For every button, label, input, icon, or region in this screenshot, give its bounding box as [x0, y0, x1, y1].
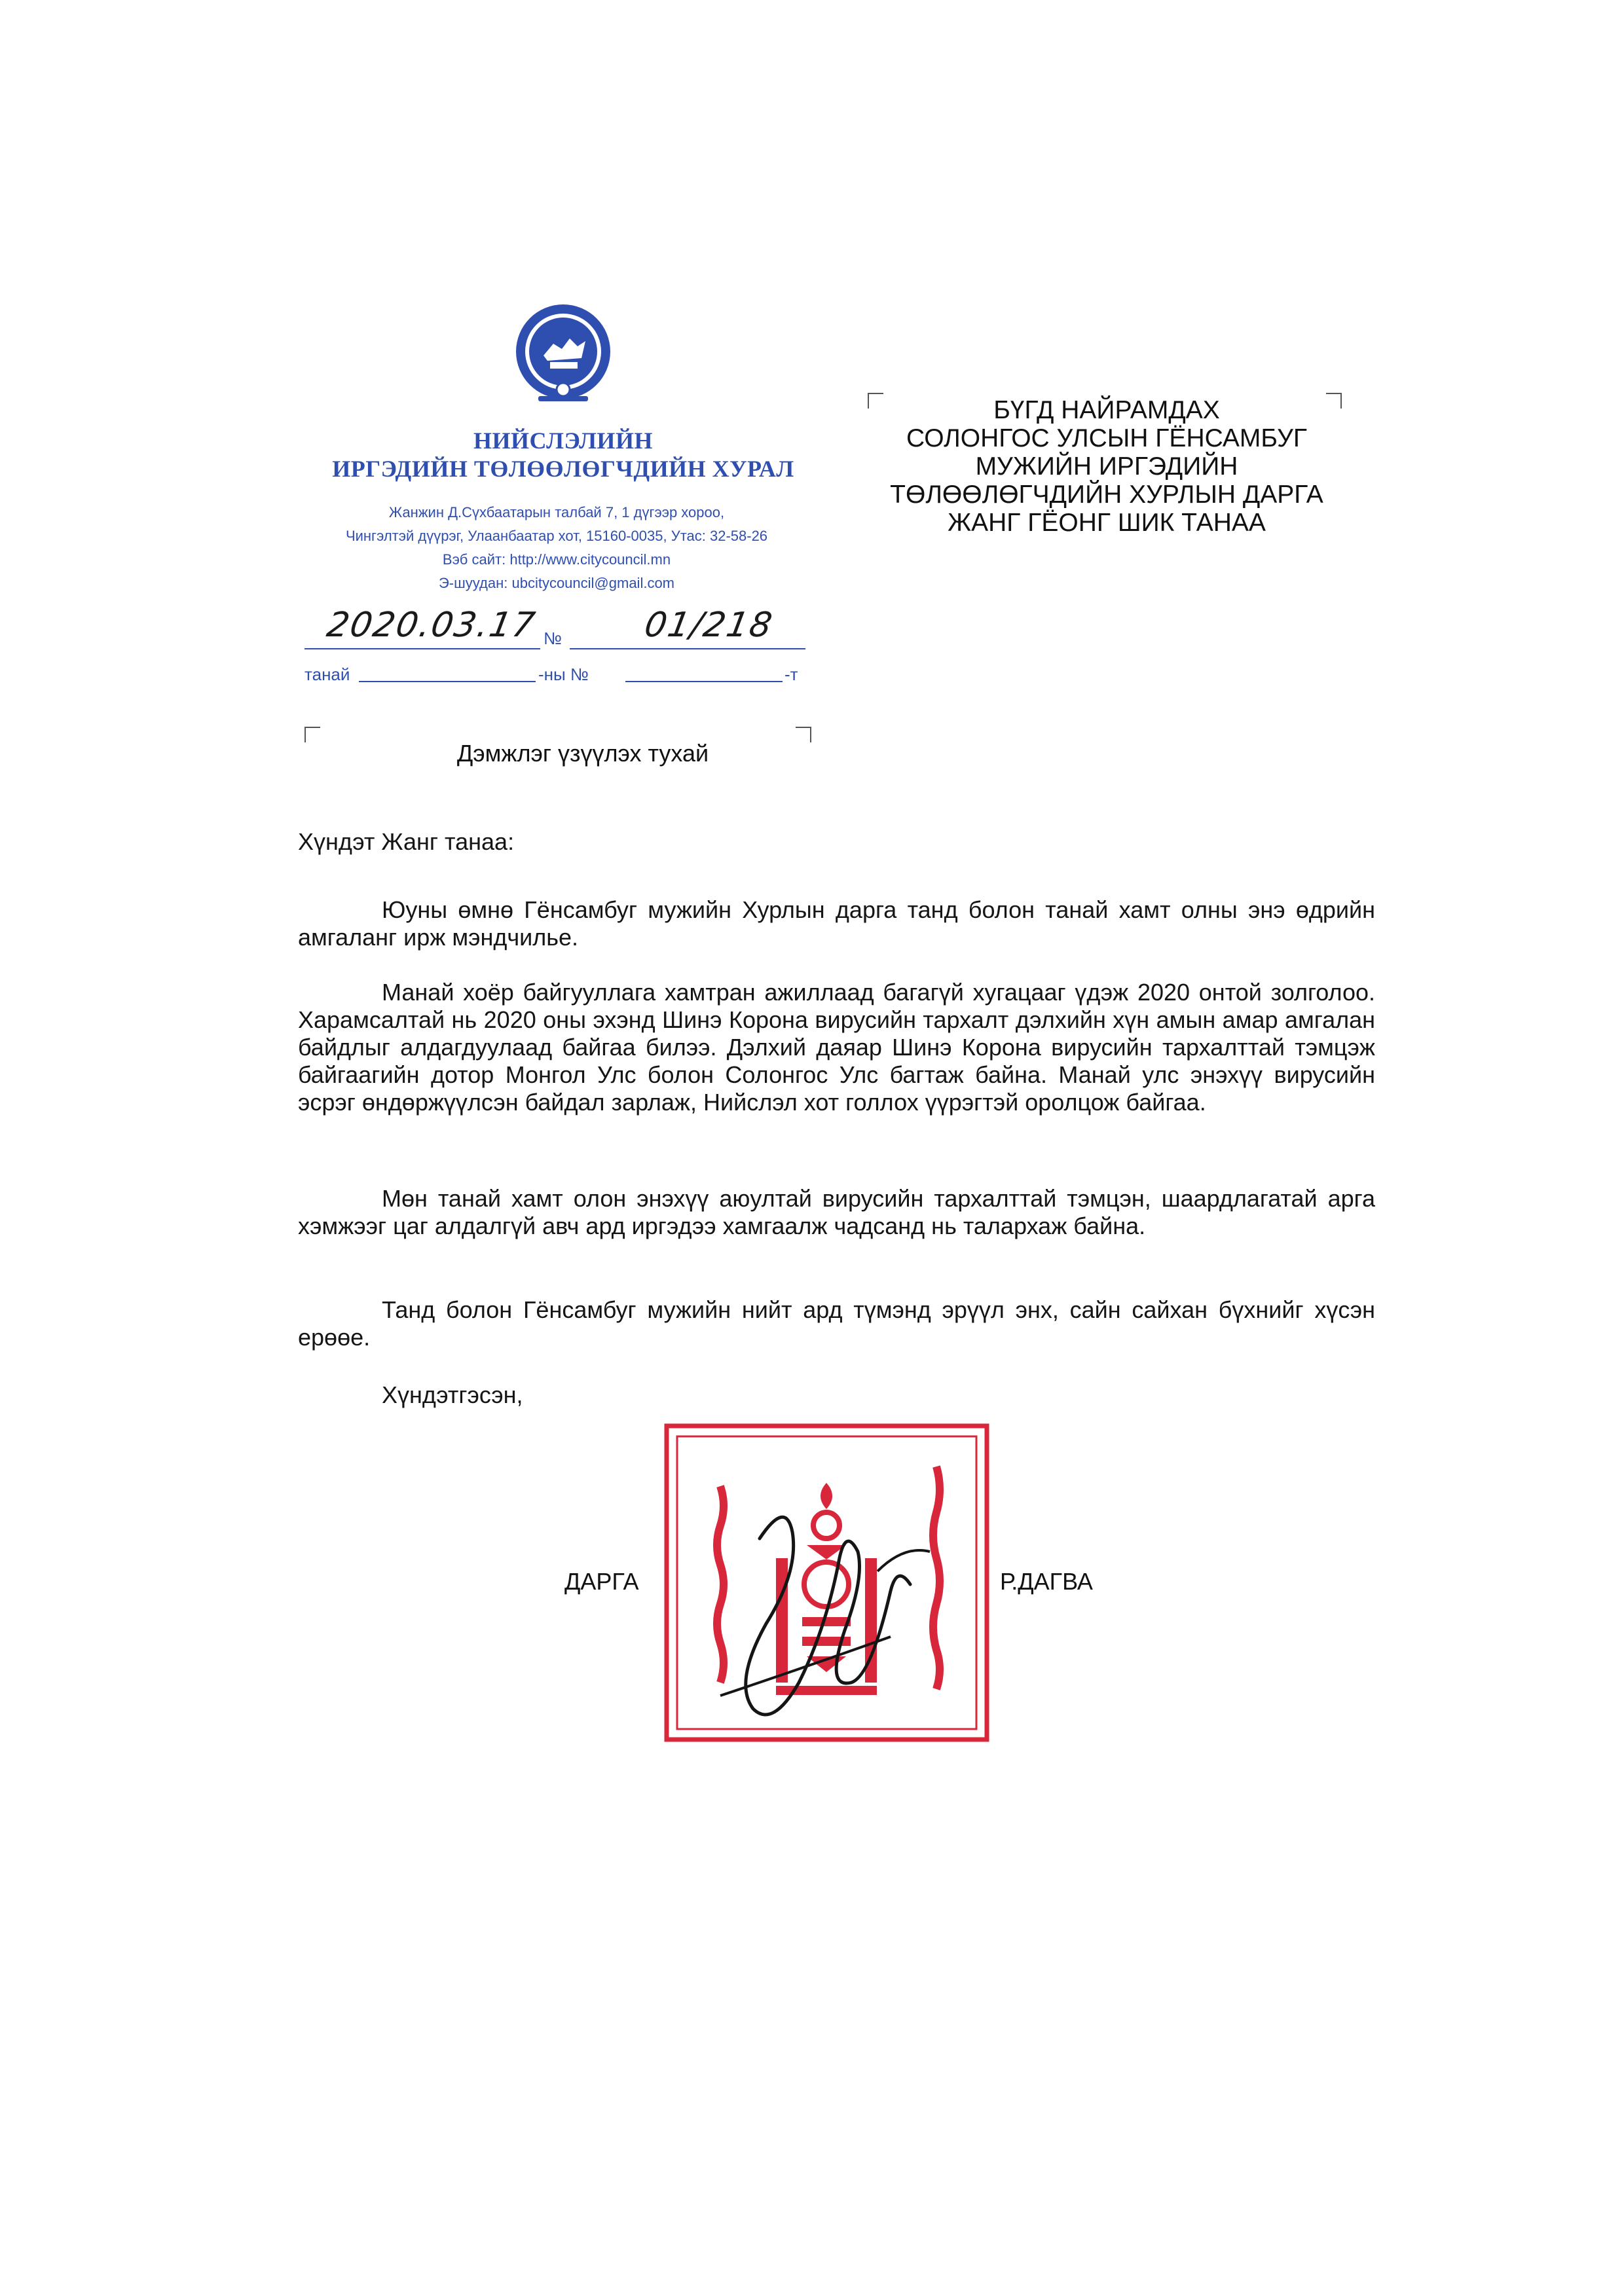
reference-number-blank — [625, 681, 783, 682]
addressee-line: БҮГД НАЙРАМДАХ — [993, 396, 1220, 424]
handwritten-signature-icon — [681, 1460, 1008, 1741]
reference-date-blank — [359, 681, 536, 682]
addressee-line: МУЖИЙН ИРГЭДИЙН — [975, 452, 1238, 481]
subject-corner-mark — [304, 727, 320, 742]
number-label: № — [544, 629, 562, 648]
website-text: Вэб сайт: http://www.citycouncil.mn — [442, 551, 671, 568]
org-name-line1: НИЙСЛЭЛИЙН — [473, 428, 653, 454]
date-underline — [304, 648, 540, 649]
mongolia-state-emblem-icon — [504, 298, 622, 409]
subject-line: Дэмжлэг үзүүлэх тухай — [456, 740, 709, 767]
closing-phrase: Хүндэтгэсэн, — [382, 1381, 523, 1408]
address-line2: Чингэлтэй дүүрэг, Улаанбаатар хот, 15160-0035, Утас: 32-58-26 — [345, 528, 768, 544]
addressee-line: ЖАНГ ГЁОНГ ШИК ТАНАА — [948, 509, 1266, 537]
signer-name: Р.ДАГВА — [1000, 1568, 1093, 1595]
addressee-line: ТӨЛӨӨЛӨГЧДИЙН ХУРЛЫН ДАРГА — [890, 481, 1323, 509]
body-paragraph: Мөн танай хамт олон энэхүү аюултай вирусийн тархалттай тэмцэн, шаардлагатай арга хэмжээг цаг алдалгүй авч ард иргэдээ хамгаалж чадсанд нь талархаж байна. — [298, 1185, 1375, 1239]
body-paragraph: Манай хоёр байгууллага хамтран ажиллаад багагүй хугацааг үдэж 2020 онтой золголоо. Харамсалтай нь 2020 оны эхэнд Шинэ Корона вирусийн тархалт дэлхийн хүн амын амар амгалан байдлыг алдагдуулаад байгаа билээ. Дэлхий даяар Шинэ Корона вирусийн тархалттай тэмцэж байгаагийн дотор Монгол Улс болон Солонгос Улс багтаж байна. Манай улс энэхүү вирусийн эсрэг өндөржүүлсэн байдал зарлаж, Нийслэл хот голлох үүрэгтэй оролцож байгаа. — [298, 979, 1375, 1116]
handwritten-number: 01/218 — [641, 606, 777, 645]
addressee-line: СОЛОНГОС УЛСЫН ГЁНСАМБУГ — [906, 424, 1308, 452]
body-paragraph: Танд болон Гёнсамбуг мужийн нийт ард түмэнд эрүүл энх, сайн сайхан бүхнийг хүсэн ерөөе. — [298, 1296, 1375, 1351]
address-line1: Жанжин Д.Сүхбаатарын талбай 7, 1 дүгээр хороо, — [388, 504, 725, 520]
org-name-line2: ИРГЭДИЙН ТӨЛӨӨЛӨГЧДИЙН ХУРАЛ — [332, 456, 794, 482]
body-paragraph: Юуны өмнө Гёнсамбуг мужийн Хурлын дарга танд болон танай хамт олны энэ өдрийн амгаланг ирж мэндчилье. — [298, 896, 1375, 951]
signer-title: ДАРГА — [564, 1568, 639, 1595]
number-underline — [570, 648, 805, 649]
salutation: Хүндэт Жанг танаа: — [298, 828, 515, 855]
reference-suffix: -т — [784, 665, 798, 684]
email-text: Э-шуудан: ubcitycouncil@gmail.com — [438, 575, 675, 591]
handwritten-date: 2020.03.17 — [323, 606, 540, 645]
reference-prefix: танай — [304, 665, 350, 684]
reference-number-label: -ны № — [538, 665, 589, 684]
addressee-block — [851, 396, 1362, 537]
